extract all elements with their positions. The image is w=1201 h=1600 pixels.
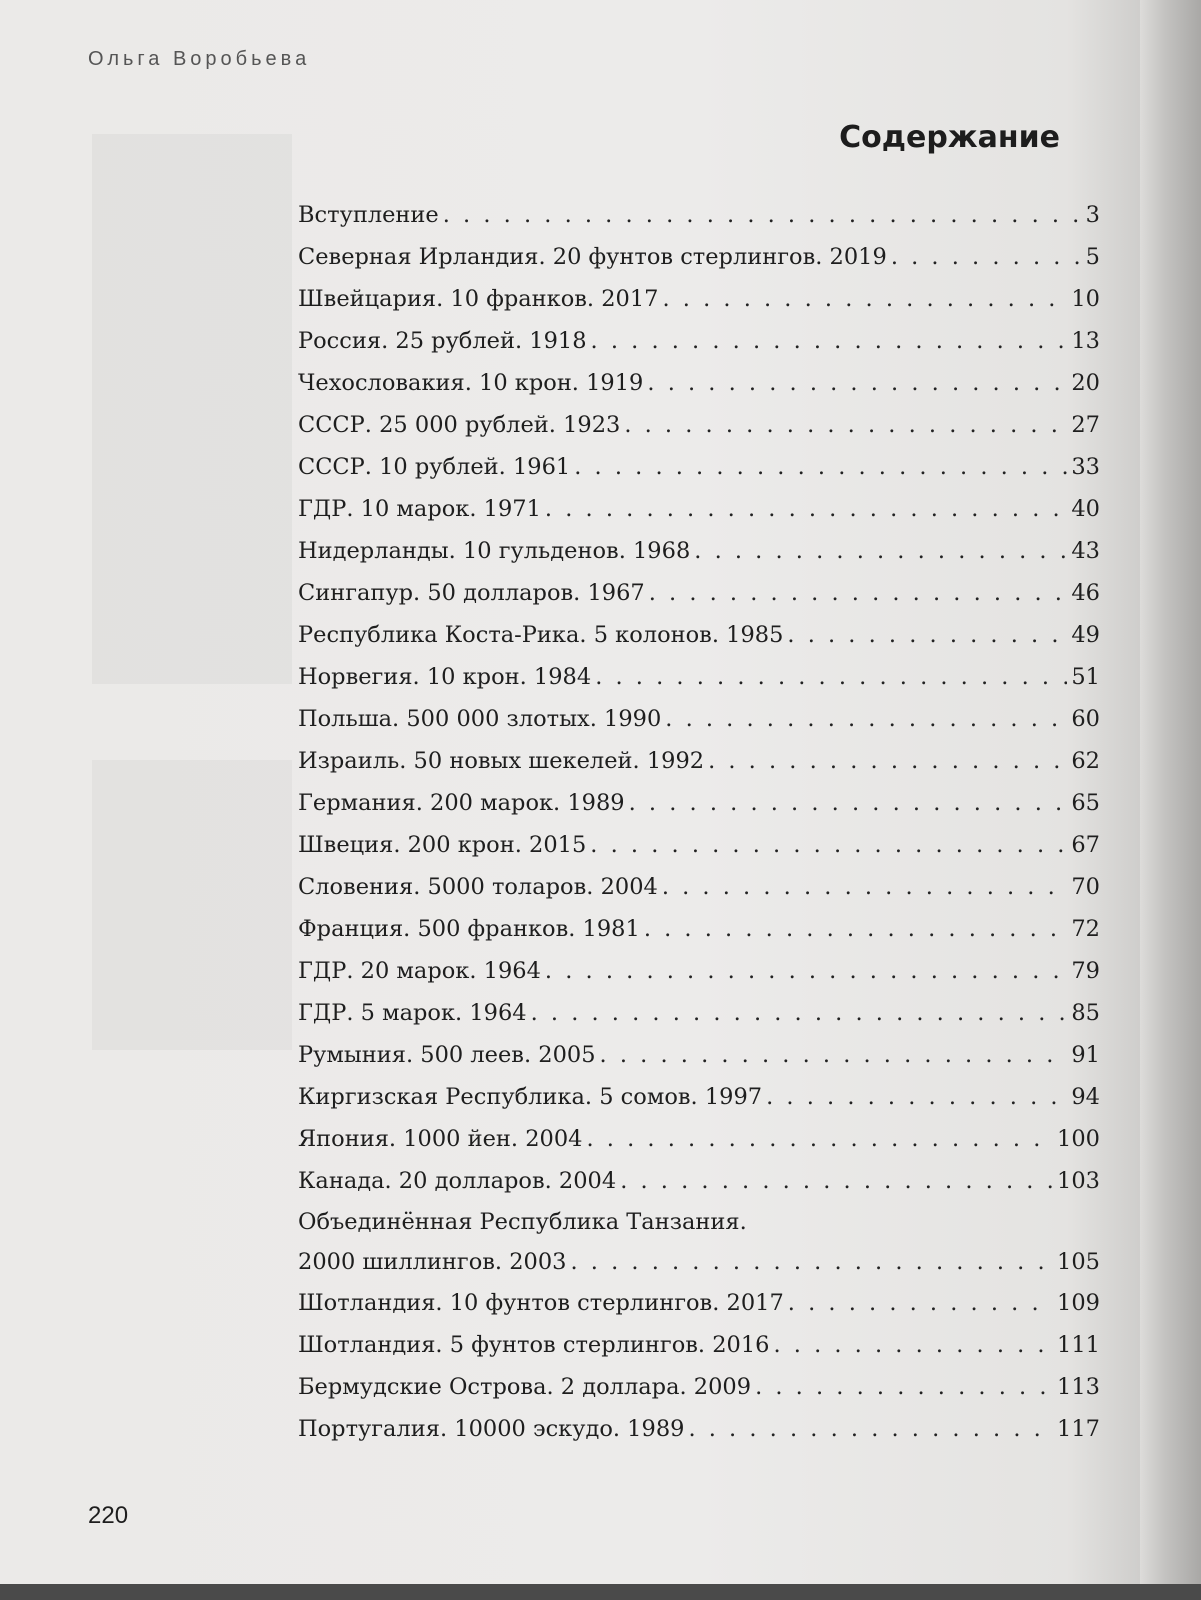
toc-entry-title: Бермудские Острова. 2 доллара. 2009 <box>298 1374 752 1400</box>
toc-entry <box>298 404 1100 446</box>
toc-entry <box>298 1034 1100 1076</box>
leader-dots <box>443 194 1082 236</box>
toc-entry <box>298 992 1100 1034</box>
toc-entry-title: Швейцария. 10 франков. 2017 <box>298 286 659 312</box>
table-of-contents <box>298 194 1100 1450</box>
toc-title: Содержание <box>839 120 1060 155</box>
toc-entry-page: 33 <box>1071 454 1100 480</box>
toc-entry-page: 3 <box>1085 202 1100 228</box>
leader-dots <box>595 656 1067 698</box>
leader-dots <box>665 698 1067 740</box>
toc-entry <box>298 572 1100 614</box>
toc-entry-title: СССР. 10 рублей. 1961 <box>298 454 571 480</box>
leader-dots <box>773 1324 1053 1366</box>
toc-entry <box>298 446 1100 488</box>
toc-entry-title: Норвегия. 10 крон. 1984 <box>298 664 592 690</box>
toc-entry <box>298 1076 1100 1118</box>
toc-entry-title: СССР. 25 000 рублей. 1923 <box>298 412 621 438</box>
leader-dots <box>531 992 1068 1034</box>
running-header-author: Ольга Воробьева <box>88 48 311 70</box>
page-number: 220 <box>88 1502 129 1529</box>
toc-entry-title: Шотландия. 5 фунтов стерлингов. 2016 <box>298 1332 770 1358</box>
toc-entry <box>298 950 1100 992</box>
toc-entry-page: 109 <box>1057 1290 1100 1316</box>
leader-dots <box>788 1282 1053 1324</box>
toc-entry <box>298 320 1100 362</box>
toc-entry-page: 65 <box>1071 790 1100 816</box>
show-through-shadow <box>92 760 292 1050</box>
toc-entry-title: Нидерланды. 10 гульденов. 1968 <box>298 538 691 564</box>
show-through-shadow <box>92 134 292 684</box>
toc-entry-line2 <box>298 1242 1100 1282</box>
leader-dots <box>629 782 1068 824</box>
toc-entry <box>298 824 1100 866</box>
toc-entry-title: Румыния. 500 леев. 2005 <box>298 1042 596 1068</box>
toc-entry-page: 85 <box>1071 1000 1100 1026</box>
toc-entry-title: ГДР. 20 марок. 1964 <box>298 958 541 984</box>
toc-entry-title: ГДР. 5 марок. 1964 <box>298 1000 527 1026</box>
toc-entry <box>298 236 1100 278</box>
toc-entry-title: Киргизская Республика. 5 сомов. 1997 <box>298 1084 763 1110</box>
toc-entry-page: 43 <box>1071 538 1100 564</box>
toc-entry <box>298 1366 1100 1408</box>
toc-entry-page: 91 <box>1071 1042 1100 1068</box>
toc-entry <box>298 488 1100 530</box>
toc-entry <box>298 1118 1100 1160</box>
toc-entry-page: 62 <box>1071 748 1100 774</box>
leader-dots <box>574 446 1067 488</box>
page-gutter-shadow <box>1140 0 1201 1600</box>
leader-dots <box>649 572 1068 614</box>
leader-dots <box>624 404 1067 446</box>
toc-entry <box>298 1324 1100 1366</box>
toc-entry-page: 111 <box>1057 1332 1100 1358</box>
leader-dots <box>570 1242 1053 1282</box>
leader-dots <box>590 824 1067 866</box>
toc-entry-title: Чехословакия. 10 крон. 1919 <box>298 370 644 396</box>
toc-entry <box>298 1160 1100 1202</box>
toc-entry-title: Польша. 500 000 злотых. 1990 <box>298 706 662 732</box>
toc-entry <box>298 362 1100 404</box>
toc-entry-title: Португалия. 10000 эскудо. 1989 <box>298 1416 685 1442</box>
toc-entry-page: 100 <box>1057 1126 1100 1152</box>
page-bottom-edge <box>0 1584 1201 1600</box>
toc-entry-page: 13 <box>1071 328 1100 354</box>
toc-entry-title: Северная Ирландия. 20 фунтов стерлингов. 2019 <box>298 244 887 270</box>
toc-entry <box>298 194 1100 236</box>
leader-dots <box>662 866 1068 908</box>
toc-entry-page: 105 <box>1057 1249 1100 1275</box>
toc-entry-title: Франция. 500 франков. 1981 <box>298 916 640 942</box>
leader-dots <box>644 908 1068 950</box>
toc-entry-tanzania <box>298 1202 1100 1282</box>
toc-entry-title: Израиль. 50 новых шекелей. 1992 <box>298 748 705 774</box>
toc-entry-page: 51 <box>1071 664 1100 690</box>
toc-entry-title: Германия. 200 марок. 1989 <box>298 790 625 816</box>
leader-dots <box>688 1408 1053 1450</box>
toc-entry-page: 60 <box>1071 706 1100 732</box>
leader-dots <box>545 488 1067 530</box>
toc-entry-page: 5 <box>1085 244 1100 270</box>
toc-entry-page: 67 <box>1071 832 1100 858</box>
leader-dots <box>755 1366 1053 1408</box>
toc-entry-title: Вступление <box>298 202 439 228</box>
toc-entry-page: 94 <box>1071 1084 1100 1110</box>
toc-entry-page: 79 <box>1071 958 1100 984</box>
toc-entry <box>298 530 1100 572</box>
toc-entry-title: Япония. 1000 йен. 2004 <box>298 1126 583 1152</box>
toc-entry <box>298 740 1100 782</box>
toc-entry-title: Канада. 20 долларов. 2004 <box>298 1168 617 1194</box>
leader-dots <box>694 530 1067 572</box>
toc-entry-page: 20 <box>1071 370 1100 396</box>
leader-dots <box>787 614 1067 656</box>
toc-entry-page: 113 <box>1057 1374 1100 1400</box>
toc-entry <box>298 866 1100 908</box>
toc-entry <box>298 614 1100 656</box>
toc-entry-title: Словения. 5000 толаров. 2004 <box>298 874 658 900</box>
toc-entry-page: 103 <box>1057 1168 1100 1194</box>
toc-entry-title: Сингапур. 50 долларов. 1967 <box>298 580 645 606</box>
toc-entry-title: Республика Коста-Рика. 5 колонов. 1985 <box>298 622 784 648</box>
toc-entry-page: 70 <box>1071 874 1100 900</box>
leader-dots <box>591 320 1068 362</box>
leader-dots <box>662 278 1067 320</box>
toc-entry <box>298 782 1100 824</box>
toc-entry-page: 40 <box>1071 496 1100 522</box>
toc-entry-title-line1: Объединённая Республика Танзания. <box>298 1209 747 1235</box>
leader-dots <box>620 1160 1053 1202</box>
toc-entry-page: 117 <box>1057 1416 1100 1442</box>
leader-dots <box>545 950 1067 992</box>
toc-entry <box>298 1282 1100 1324</box>
leader-dots <box>891 236 1082 278</box>
toc-entry <box>298 698 1100 740</box>
toc-entry-title: ГДР. 10 марок. 1971 <box>298 496 541 522</box>
leader-dots <box>766 1076 1067 1118</box>
leader-dots <box>600 1034 1068 1076</box>
toc-entry <box>298 278 1100 320</box>
leader-dots <box>647 362 1067 404</box>
toc-entry <box>298 656 1100 698</box>
toc-entry-page: 27 <box>1071 412 1100 438</box>
toc-entry-page: 10 <box>1071 286 1100 312</box>
toc-entry-page: 72 <box>1071 916 1100 942</box>
toc-entry-page: 46 <box>1071 580 1100 606</box>
toc-entry-title: Шотландия. 10 фунтов стерлингов. 2017 <box>298 1290 784 1316</box>
toc-entry <box>298 908 1100 950</box>
leader-dots <box>587 1118 1054 1160</box>
toc-entry-title: Швеция. 200 крон. 2015 <box>298 832 587 858</box>
toc-entry-title-line2: 2000 шиллингов. 2003 <box>298 1249 567 1275</box>
leader-dots <box>708 740 1067 782</box>
toc-entry <box>298 1408 1100 1450</box>
toc-entry-title: Россия. 25 рублей. 1918 <box>298 328 587 354</box>
toc-entry-page: 49 <box>1071 622 1100 648</box>
